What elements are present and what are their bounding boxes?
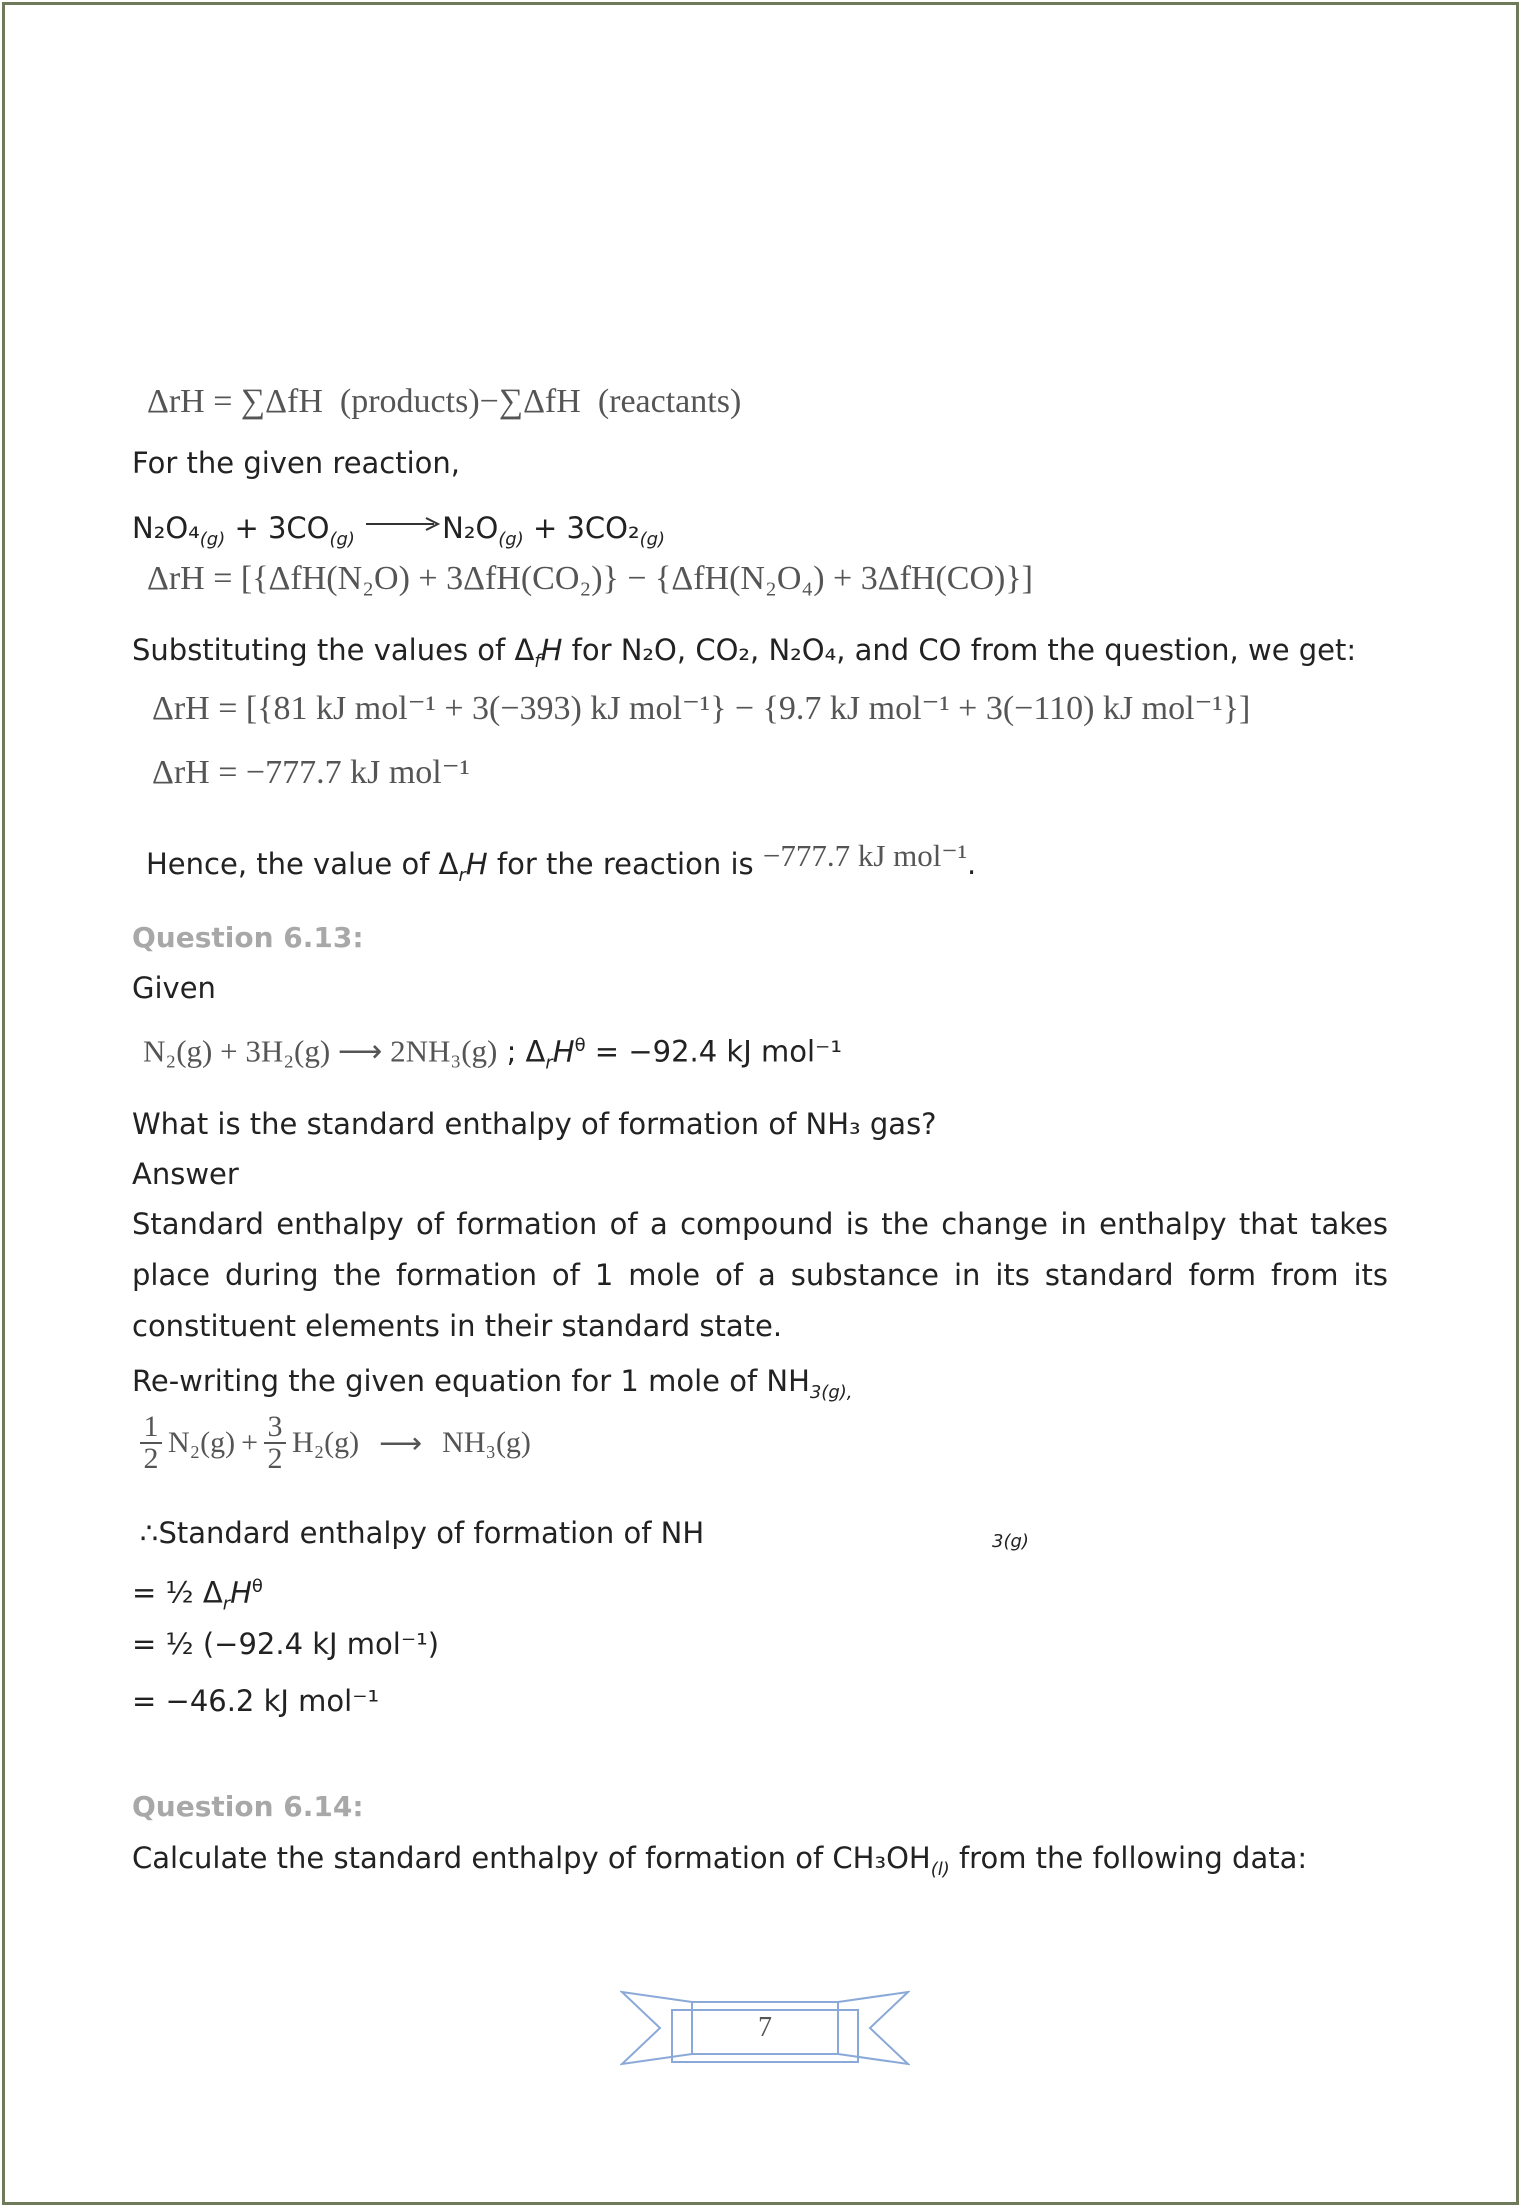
question-6-13-heading: Question 6.13: — [132, 921, 364, 954]
question-6-14-heading: Question 6.14: — [132, 1790, 364, 1823]
rewrite-text: Re-writing the given equation for 1 mole of $NH_{3(g),}$ — [132, 1364, 853, 1403]
page-number: 7 — [758, 2012, 772, 2043]
step-3: = −46.2 kJ mol⁻¹ — [132, 1684, 380, 1718]
question-text: What is the standard enthalpy of formation of NH₃ gas? — [132, 1107, 937, 1141]
reaction-arrow-icon — [364, 514, 442, 534]
step-2: = ½ (−92.4 kJ mol⁻¹) — [132, 1627, 440, 1661]
intro-text: For the given reaction, — [132, 446, 461, 480]
page-number-ribbon — [620, 1988, 910, 2068]
substituting-text: Substituting the values of $\Delta_fH$ for N₂O, CO₂, N₂O₄, and CO from the question, we get: — [132, 633, 1357, 672]
enthalpy-expression: ΔrH = [{ΔfH(N₂O) + 3ΔfH(CO₂)} − {ΔfH(N₂O₄) + 3ΔfH(CO)}] — [147, 560, 1033, 597]
given-label: Given — [132, 971, 216, 1005]
result-equation: ΔrH = −777.7 kJ mol⁻¹ — [152, 754, 470, 791]
step-1: = ½ $\Delta_rH^\theta$ — [132, 1575, 263, 1615]
question-6-14-text: Calculate the standard enthalpy of formation of $CH_3OH_{(l)}$ from the following data: — [132, 1841, 1308, 1880]
therefore-icon: ∴ — [140, 1516, 159, 1550]
hence-text: Hence, the value of $\Delta_rH$ for the reaction is −777.7 kJ mol⁻¹. — [146, 838, 977, 886]
therefore-subscript: 3(g) — [992, 1531, 1029, 1552]
answer-paragraph: Standard enthalpy of formation of a compound is the change in enthalpy that takes place during the formation of 1 mole of a substance in its standard form from its constituent elements in their standard state. — [132, 1207, 1388, 1343]
therefore-line: ∴Standard enthalpy of formation of NH — [140, 1516, 705, 1550]
answer-label: Answer — [132, 1157, 239, 1191]
substituted-equation: ΔrH = [{81 kJ mol⁻¹ + 3(−393) kJ mol⁻¹} − {9.7 kJ mol⁻¹ + 3(−110) kJ mol⁻¹}] — [152, 690, 1251, 727]
half-equation: 1 2 N₂(g) + 3 2 H₂(g) ⟶ NH₃(g) — [140, 1412, 531, 1474]
reaction-612: $N_2O_4_{(g)} + 3CO_{(g)}$ $N_2O_{(g)} + 3CO_2_{(g)}$ — [132, 511, 666, 550]
general-formula: ΔrH = ∑ΔfH (products)−∑ΔfH (reactants) — [147, 383, 742, 420]
given-reaction: N₂(g) + 3H₂(g) ⟶ 2NH₃(g) ; $\Delta_rH^\theta = -92.4$ kJ mol⁻¹ — [143, 1033, 842, 1074]
